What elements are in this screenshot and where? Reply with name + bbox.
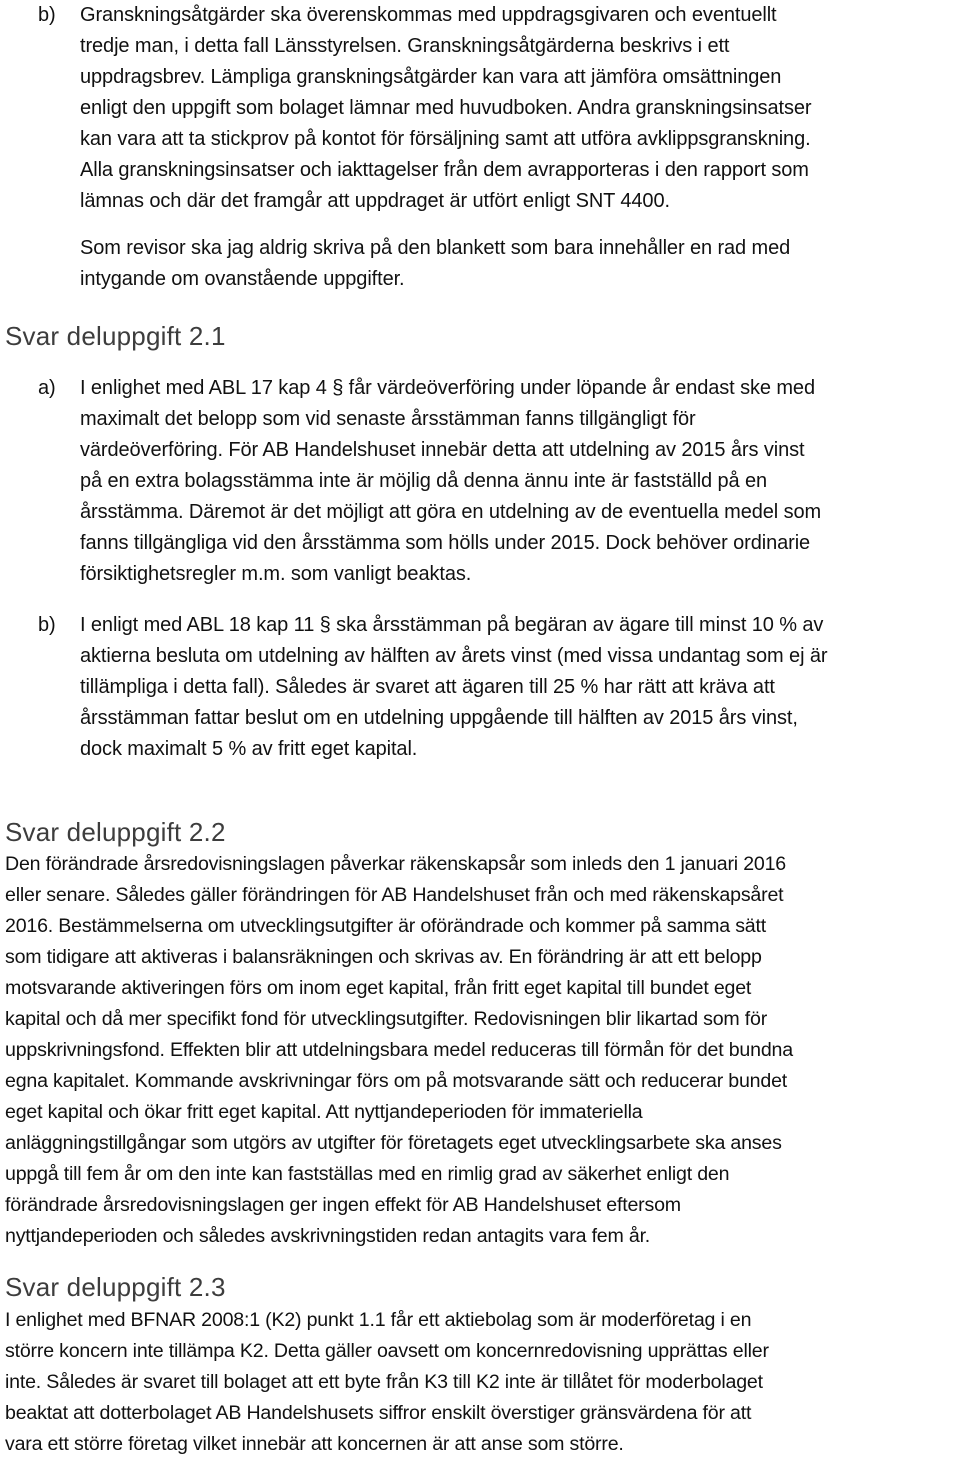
text-line: årsstämman fattar beslut om en utdelning uppgående till hälften av 2015 års vinst, [80, 707, 798, 729]
text-line: vara ett större företag vilket innebär att koncernen är att anse som större. [5, 1433, 624, 1455]
text-line: fanns tillgängliga vid den årsstämma som hölls under 2015. Dock behöver ordinarie [80, 532, 811, 554]
text-line: värdeöverföring. För AB Handelshuset innebär detta att utdelning av 2015 års vinst [80, 439, 805, 461]
text-line: Granskningsåtgärder ska överenskommas med uppdragsgivaren och eventuellt [80, 4, 777, 26]
text-line: enligt den uppgift som bolaget lämnar med huvudboken. Andra granskningsinsatser [80, 97, 812, 119]
text-line: kapital och då mer specifikt fond för utvecklingsutgifter. Redovisningen blir likartad som för [5, 1008, 768, 1030]
text-line: Som revisor ska jag aldrig skriva på den blankett som bara innehåller en rad med [80, 237, 791, 259]
text-line: 2016. Bestämmelserna om utvecklingsutgifter är oförändrade och kommer på samma sätt [5, 915, 766, 937]
paragraph-2-3 [5, 1305, 960, 1460]
text-line: beaktat att dotterbolaget AB Handelshusets siffror enskilt överstiger gränsvärdena för att [5, 1402, 752, 1424]
text-line: Den förändrade årsredovisningslagen påverkar räkenskapsår som inleds den 1 januari 2016 [5, 853, 786, 875]
text-line: uppskrivningsfond. Effekten blir att utdelningsbara medel reduceras till förmån för det bundna [5, 1039, 793, 1061]
text-line: årsstämma. Däremot är det möjligt att göra en utdelning av de eventuella medel som [80, 501, 822, 523]
section-heading-2-2: Svar deluppgift 2.2 [5, 817, 226, 847]
text-line: större koncern inte tillämpa K2. Detta gäller oavsett om koncernredovisning upprättas eller [5, 1340, 769, 1362]
text-line: motsvarande aktiveringen förs om inom eget kapital, från fritt eget kapital till bundet eget [5, 977, 752, 999]
text-line: I enlighet med ABL 17 kap 4 § får värdeöverföring under löpande år endast ske med [80, 377, 815, 399]
paragraph-2-2 [5, 849, 960, 1252]
note-body [80, 233, 958, 295]
text-line: egna kapitalet. Kommande avskrivningar förs om på motsvarande sätt och reducerar bundet [5, 1070, 788, 1092]
text-line: eller senare. Således gäller förändringen för AB Handelshuset från och med räkenskapsåret [5, 884, 784, 906]
text-line: tillämpliga i detta fall). Således är svaret att ägaren till 25 % har rätt att kräva att [80, 676, 775, 698]
list-marker: b) [38, 614, 56, 636]
text-line: försiktighetsregler m.m. som vanligt beaktas. [80, 563, 472, 585]
text-line: aktierna besluta om utdelning av hälften av årets vinst (med vissa undantag som ej är [80, 645, 828, 667]
list-marker: a) [38, 377, 56, 399]
text-line: uppdragsbrev. Lämpliga granskningsåtgärder kan vara att jämföra omsättningen [80, 66, 782, 88]
text-line: intygande om ovanstående uppgifter. [80, 268, 405, 290]
list-item-body [80, 610, 958, 765]
text-line: I enlighet med BFNAR 2008:1 (K2) punkt 1.1 får ett aktiebolag som är moderföretag i en [5, 1309, 752, 1331]
text-line: som tidigare att aktiveras i balansräkningen och skrivas av. En förändring är att ett belopp [5, 946, 762, 968]
text-line: uppgå till fem år om den inte kan fastställas med en rimlig grad av säkerhet enligt den [5, 1163, 730, 1185]
text-line: I enligt med ABL 18 kap 11 § ska årsstämman på begäran av ägare till minst 10 % av [80, 614, 824, 636]
text-line: Alla granskningsinsatser och iakttagelser från dem avrapporteras i den rapport som [80, 159, 809, 181]
text-line: förändrade årsredovisningslagen ger ingen effekt för AB Handelshuset eftersom [5, 1194, 681, 1216]
text-line: kan vara att ta stickprov på kontot för försäljning samt att utföra avklippsgranskning. [80, 128, 811, 150]
section-heading-2-3: Svar deluppgift 2.3 [5, 1272, 226, 1302]
text-line: nyttjandeperioden och således avskrivningstiden redan antagits vara fem år. [5, 1225, 651, 1247]
text-line: eget kapital och ökar fritt eget kapital. Att nyttjandeperioden för immateriella [5, 1101, 643, 1123]
text-line: anläggningstillgångar som utgörs av utgifter för företagets eget utvecklingsarbete ska anses [5, 1132, 782, 1154]
text-line: inte. Således är svaret till bolaget att ett byte från K3 till K2 inte är tillåtet för moderbolaget [5, 1371, 763, 1393]
text-line: maximalt det belopp som vid senaste årsstämman fanns tillgängligt för [80, 408, 696, 430]
section-heading-2-1: Svar deluppgift 2.1 [5, 321, 226, 351]
text-line: tredje man, i detta fall Länsstyrelsen. Granskningsåtgärderna beskrivs i ett [80, 35, 730, 57]
list-item-body [80, 0, 958, 217]
list-marker: b) [38, 4, 56, 26]
text-line: lämnas och där det framgår att uppdraget är utfört enligt SNT 4400. [80, 190, 670, 212]
text-line: på en extra bolagsstämma inte är möjlig då denna ännu inte är fastställd på en [80, 470, 768, 492]
list-item-body [80, 373, 958, 590]
text-line: dock maximalt 5 % av fritt eget kapital. [80, 738, 418, 760]
